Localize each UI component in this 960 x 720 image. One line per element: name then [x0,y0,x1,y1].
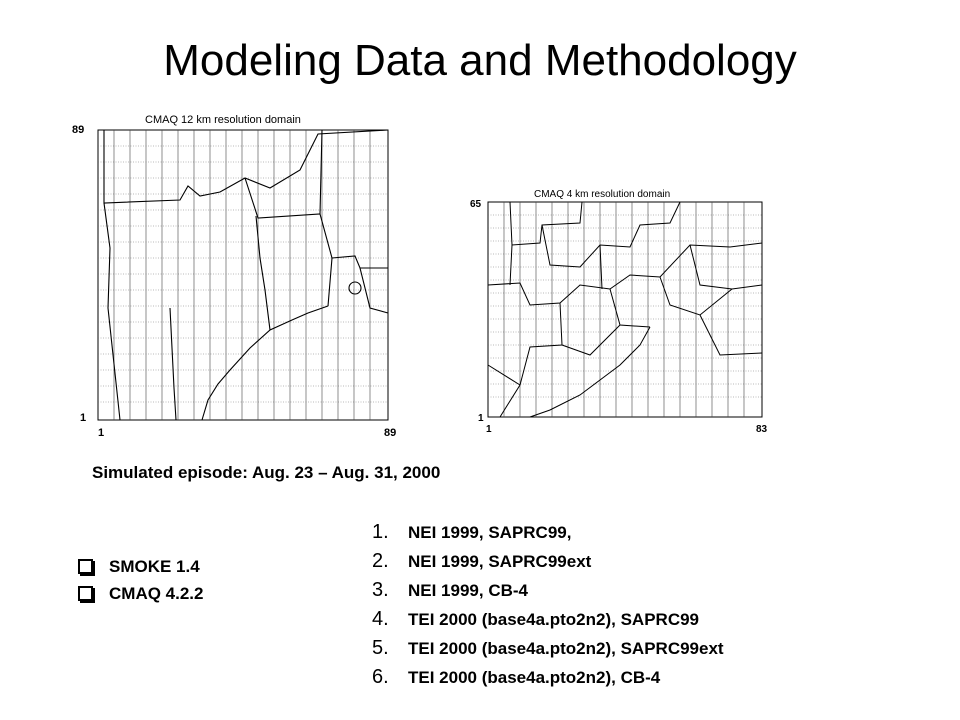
case-number: 3. [372,579,389,601]
checkbox-bullet-icon [78,559,93,574]
tool-item [78,553,203,580]
case-item [372,576,724,605]
case-number: 5. [372,637,389,659]
case-number: 2. [372,550,389,572]
map-12km-ymax-label: 89 [72,124,85,136]
checkbox-bullet-icon [78,586,93,601]
map-4km-xmax-label: 83 [756,424,768,435]
case-number: 6. [372,666,389,688]
case-item [372,663,724,692]
case-item [372,518,724,547]
map-4km-title: CMAQ 4 km resolution domain [534,189,671,200]
case-label: TEI 2000 (base4a.pto2n2), SAPRC99 [408,609,700,629]
map-12km-domain [70,108,410,440]
map-12km-xmin-label: 1 [98,427,105,439]
case-item [372,605,724,634]
tool-label: SMOKE 1.4 [109,556,200,576]
case-label: TEI 2000 (base4a.pto2n2), SAPRC99ext [408,638,724,658]
map-12km-ymin-label: 1 [80,412,87,424]
tool-label: CMAQ 4.2.2 [109,583,204,603]
case-label: NEI 1999, CB-4 [408,580,528,600]
map-12km-boundaries [104,130,388,420]
case-number: 1. [372,521,389,543]
case-label: NEI 1999, SAPRC99ext [408,551,592,571]
map-4km-domain [470,185,780,435]
simulated-episode-text: Simulated episode: Aug. 23 – Aug. 31, 2000 [92,463,441,482]
map-4km-xmin-label: 1 [486,424,492,435]
map-4km-boundaries [488,202,762,417]
case-item [372,634,724,663]
map-4km-ymax-label: 65 [470,199,482,210]
case-number: 4. [372,608,389,630]
tool-item [78,580,203,607]
map-4km-grid [488,202,762,417]
map-4km-ymin-label: 1 [478,413,484,424]
map-12km-title: CMAQ 12 km resolution domain [145,114,301,126]
tools-list [78,553,203,607]
case-label: TEI 2000 (base4a.pto2n2), CB-4 [408,667,661,687]
case-label: NEI 1999, SAPRC99, [408,522,572,542]
cases-list [372,518,724,692]
case-item [372,547,724,576]
map-12km-grid [98,130,388,420]
map-12km-xmax-label: 89 [384,427,397,439]
slide-title: Modeling Data and Methodology [163,36,797,85]
